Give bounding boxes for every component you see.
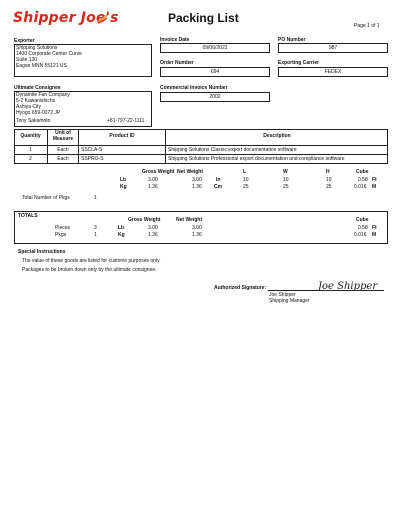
row-unit: Each xyxy=(57,156,69,162)
consignee-line: Ashiya City xyxy=(16,104,42,110)
pkg-gross-kg: 1.36 xyxy=(148,184,158,190)
consignee-label: Ultimate Consignee xyxy=(14,85,61,91)
pkg-cube-m: 0.016 xyxy=(354,184,367,190)
po-number-label: PO Number xyxy=(278,37,306,43)
invoice-date-label: Invoice Date xyxy=(160,37,190,43)
pkg-cube-header: Cube xyxy=(356,169,369,175)
pkg-l-header: L xyxy=(243,169,247,175)
row-quantity: 1 xyxy=(29,147,32,153)
row-unit: Each xyxy=(57,147,69,153)
page-title: Packing List xyxy=(168,11,239,25)
pkg-net-lb: 3.00 xyxy=(192,177,202,183)
row-description: Shipping Solutions Professional export documentation and compliance software xyxy=(168,156,345,162)
special-instructions-line: Packages to be broken down only by the ultimate consignee. xyxy=(22,267,157,273)
pkg-cube-ft: 0.58 xyxy=(358,177,368,183)
pkg-w-cm: 25 xyxy=(283,184,289,190)
totals-lb-unit: Lb xyxy=(118,225,125,231)
totals-net-kg: 1.36 xyxy=(192,232,202,238)
pkg-w-in: 10 xyxy=(283,177,289,183)
pkg-kg-unit: Kg xyxy=(120,184,127,190)
pkg-h-cm: 25 xyxy=(326,184,332,190)
consignee-line: Hyogo 659-0072 JP xyxy=(16,110,61,116)
handwritten-signature: Joe Shipper xyxy=(318,281,378,292)
total-pkgs-label: Total Number of Pkgs xyxy=(22,195,70,201)
po-number-field: 987 xyxy=(278,43,388,53)
consignee-line: 5-2 Kawanishicho xyxy=(16,98,56,104)
pkg-net-kg: 1.36 xyxy=(192,184,202,190)
pkg-net-header: Net Weight xyxy=(177,169,204,175)
row-product: SSCLA-S xyxy=(81,147,103,153)
signer-name: Joe Shipper xyxy=(269,292,296,298)
totals-ft-unit: Ft xyxy=(372,225,377,231)
header-description: Description xyxy=(263,133,291,139)
company-logo: Shipper Joe's xyxy=(13,10,119,26)
totals-pieces-label: Pieces xyxy=(55,225,71,231)
totals-cube-header: Cube xyxy=(356,217,369,223)
header-unit: Unit of Measure xyxy=(52,130,74,142)
commercial-invoice-field: 2002 xyxy=(160,92,270,102)
totals-label: TOTALS xyxy=(18,213,38,219)
signature-line xyxy=(268,290,384,291)
pkg-gross-lb: 3.00 xyxy=(148,177,158,183)
exporting-carrier-label: Exporting Carrier xyxy=(278,60,320,66)
totals-pieces-value: 3 xyxy=(94,225,97,231)
signer-title: Shipping Manager xyxy=(269,298,310,304)
pkg-l-cm: 25 xyxy=(243,184,249,190)
pkg-w-header: W xyxy=(283,169,288,175)
special-instructions-line: The value of these goods are listed for customs purposes only. xyxy=(22,258,161,264)
totals-gross-header: Gross Weight xyxy=(128,217,161,223)
order-number-field: 694 xyxy=(160,67,270,77)
consignee-phone: +81-797-22-1111 xyxy=(107,118,145,124)
totals-gross-kg: 1.36 xyxy=(148,232,158,238)
pkg-gross-header: Gross Weight xyxy=(142,169,175,175)
row-quantity: 2 xyxy=(29,156,32,162)
consignee-line: Dynamite Fan Company xyxy=(16,92,70,98)
exporter-line: Suite 130 xyxy=(16,57,38,63)
totals-net-lb: 3.00 xyxy=(192,225,202,231)
totals-cube-ft: 0.58 xyxy=(358,225,368,231)
header-product: Product ID xyxy=(109,133,135,139)
logo-swoosh-icon xyxy=(96,14,108,24)
totals-net-header: Net Weight xyxy=(176,217,203,223)
page-number: Page 1 of 1 xyxy=(354,23,380,29)
pkg-cm-unit: Cm xyxy=(214,184,223,190)
pkg-h-in: 10 xyxy=(326,177,332,183)
totals-m-unit: M xyxy=(372,232,377,238)
totals-pkgs-label: Pkgs xyxy=(55,232,67,238)
signature-label: Authorized Signature: xyxy=(214,285,267,291)
exporter-line: Shipping Solutions xyxy=(16,45,58,51)
invoice-date-field: 09/06/2022 xyxy=(160,43,270,53)
totals-gross-lb: 3.00 xyxy=(148,225,158,231)
pkg-in-unit: In xyxy=(216,177,221,183)
order-number-label: Order Number xyxy=(160,60,194,66)
table-divider xyxy=(14,154,388,155)
row-description: Shipping Solutions Classic export documentation software xyxy=(168,147,297,153)
header-quantity: Quantity xyxy=(20,133,41,139)
exporter-line: Eagan MNN 55121 US xyxy=(16,63,67,69)
exporting-carrier-field: FEDEX xyxy=(278,67,388,77)
row-product: SSPRO-S xyxy=(81,156,104,162)
pkg-l-in: 10 xyxy=(243,177,249,183)
table-divider xyxy=(14,145,388,146)
special-instructions-label: Special Instructions xyxy=(18,249,66,255)
exporter-line: 1400 Corporate Center Curve xyxy=(16,51,82,57)
pkg-m-unit: M xyxy=(372,184,377,190)
pkg-ft-unit: Ft xyxy=(372,177,377,183)
consignee-contact: Tony Sakamoto xyxy=(16,118,51,124)
pkg-h-header: H xyxy=(326,169,330,175)
totals-kg-unit: Kg xyxy=(118,232,125,238)
commercial-invoice-label: Commercial Invoice Number xyxy=(160,85,228,91)
total-pkgs-value: 1 xyxy=(94,195,97,201)
totals-cube-m: 0.016 xyxy=(354,232,367,238)
pkg-lb-unit: Lb xyxy=(120,177,127,183)
exporter-label: Exporter xyxy=(14,38,35,44)
totals-pkgs-value: 1 xyxy=(94,232,97,238)
